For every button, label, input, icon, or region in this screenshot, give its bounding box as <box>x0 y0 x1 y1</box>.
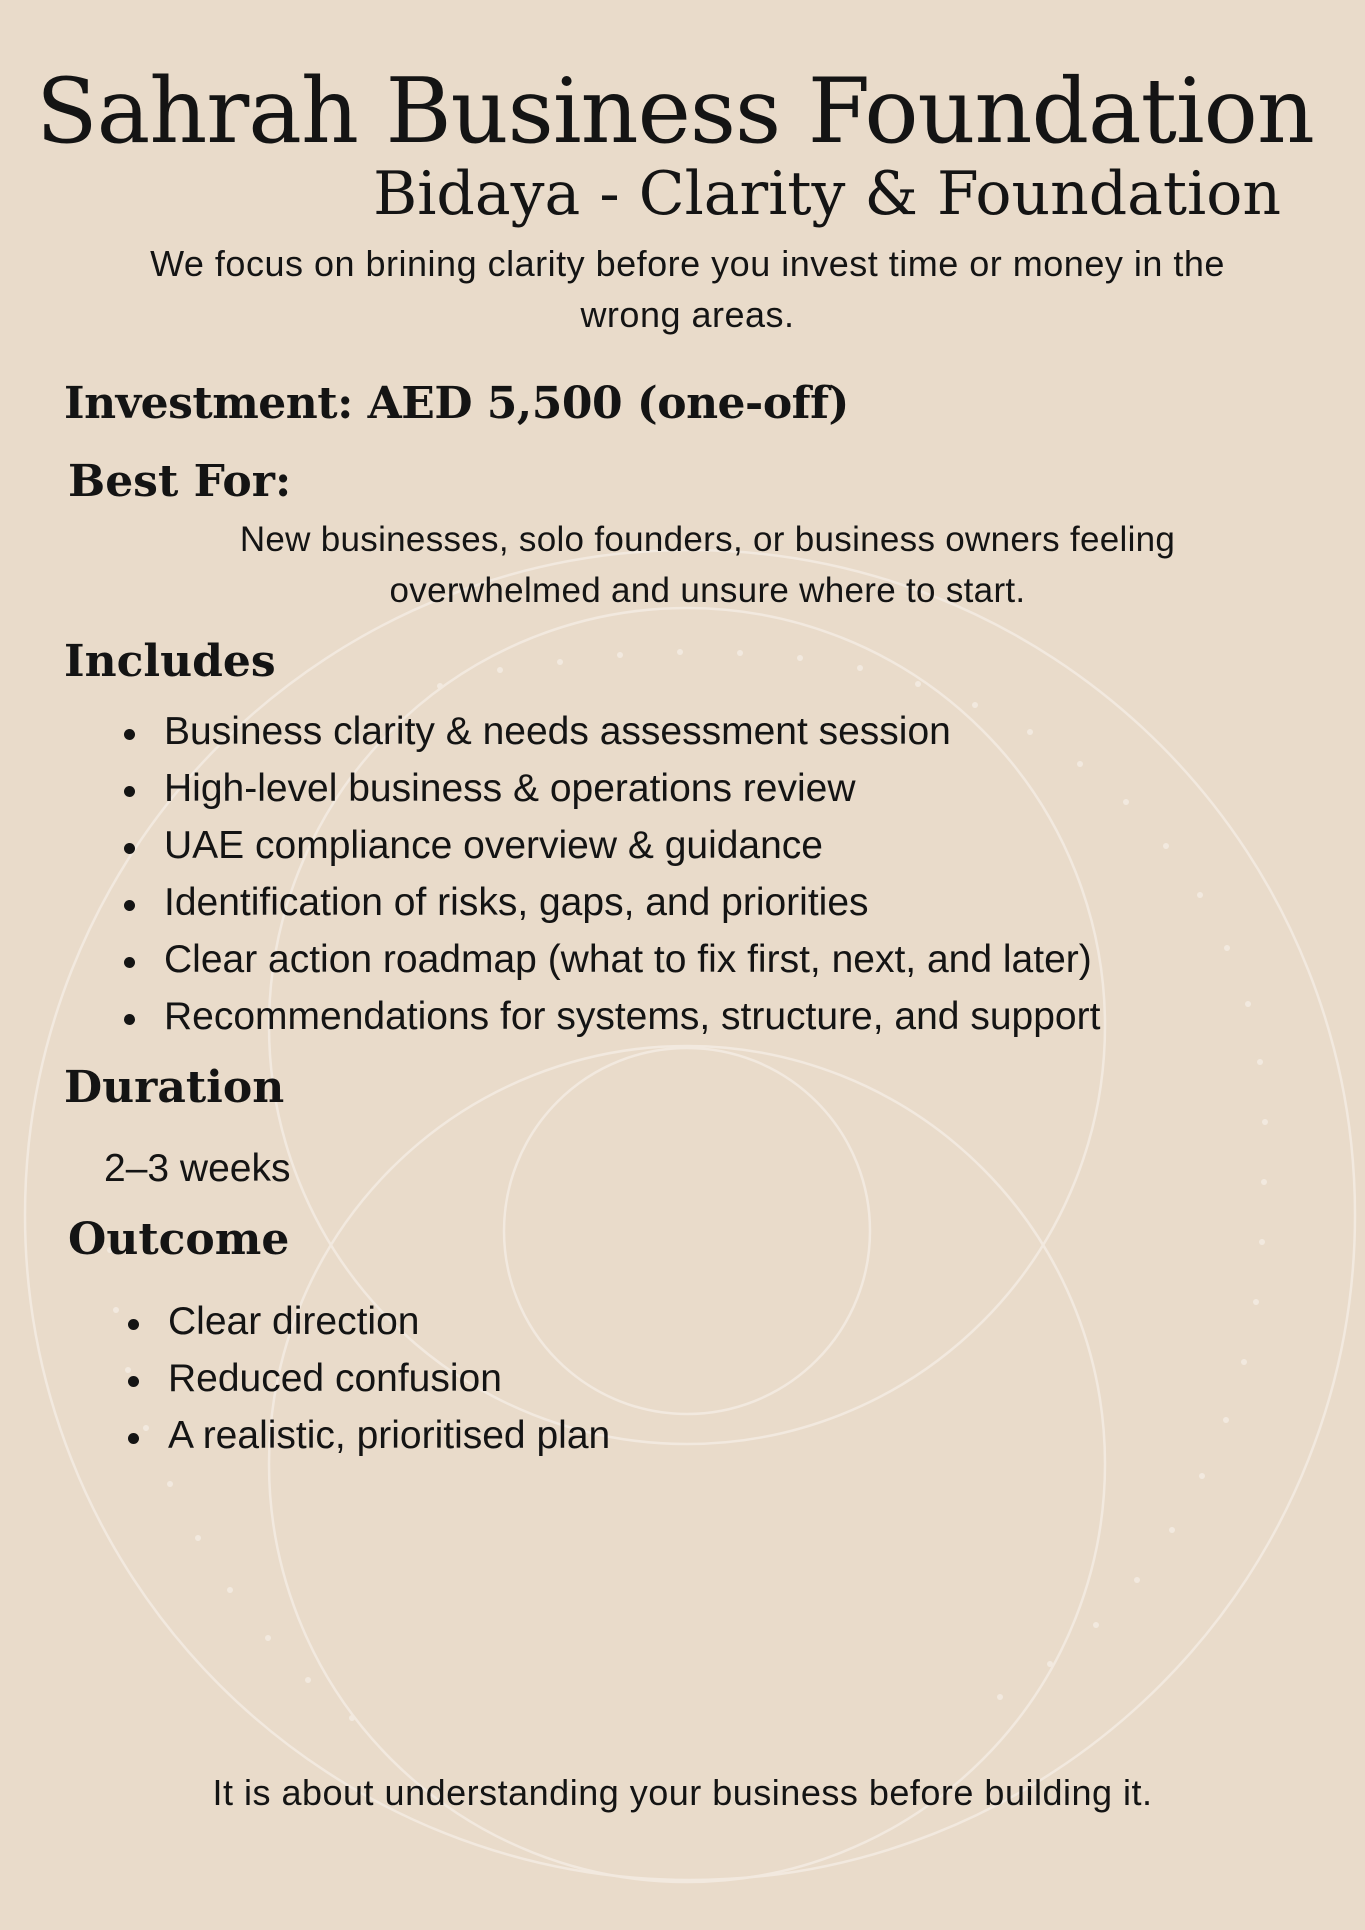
closing-statement: It is about understanding your business before building it. <box>212 1772 1153 1813</box>
list-item: Recommendations for systems, structure, and support <box>124 988 1100 1045</box>
list-item: Business clarity & needs assessment session <box>124 703 1100 760</box>
investment-price: Investment: AED 5,500 (one-off) <box>64 378 849 429</box>
outcome-list <box>128 1293 610 1464</box>
list-item: UAE compliance overview & guidance <box>124 817 1100 874</box>
page-title: Sahrah Business Foundation <box>36 59 1314 164</box>
list-item: Identification of risks, gaps, and priorities <box>124 874 1100 931</box>
includes-heading: Includes <box>64 636 276 687</box>
list-item: Reduced confusion <box>128 1350 610 1407</box>
duration-heading: Duration <box>64 1062 285 1113</box>
duration-value: 2–3 weeks <box>104 1147 291 1190</box>
outcome-heading: Outcome <box>68 1214 290 1265</box>
package-subtitle: Bidaya - Clarity & Foundation <box>373 159 1281 229</box>
best-for-heading: Best For: <box>68 456 292 507</box>
intro-text: We focus on brining clarity before you invest time or money in the wrong areas. <box>150 243 1225 335</box>
list-item: Clear direction <box>128 1293 610 1350</box>
list-item: High-level business & operations review <box>124 760 1100 817</box>
list-item: Clear action roadmap (what to fix first, next, and later) <box>124 931 1100 988</box>
best-for-text: New businesses, solo founders, or business owners feeling overwhelmed and unsure where to start. <box>239 520 1176 610</box>
includes-list <box>124 703 1100 1045</box>
list-item: A realistic, prioritised plan <box>128 1407 610 1464</box>
